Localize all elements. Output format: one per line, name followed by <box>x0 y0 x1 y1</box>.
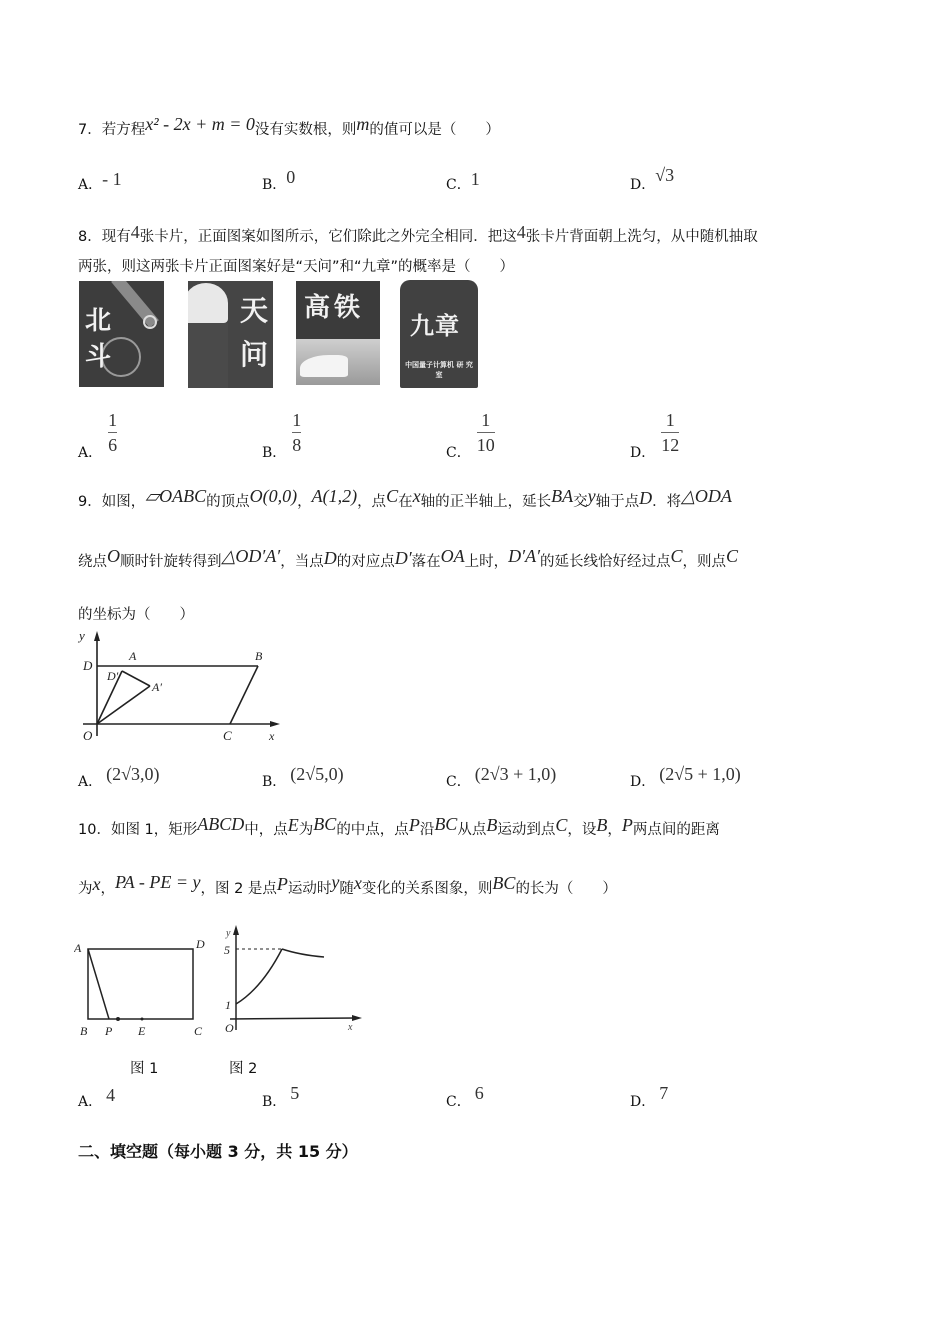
q10-option-d[interactable]: D． 7 <box>630 1083 669 1110</box>
y-axis-arrow-icon <box>94 631 100 641</box>
question-10-line2: 为x，PA - PE = y，图 2 是点P运动时y随x变化的关系图象，则BC的长为（ ） <box>78 872 617 897</box>
label-x: x <box>269 729 275 742</box>
card-title: 九章 <box>410 312 460 340</box>
label-A: A <box>129 649 137 663</box>
q10-figure-2 <box>222 922 367 1037</box>
label-B: B <box>80 1024 88 1038</box>
label-A-prime: A′ <box>152 680 162 694</box>
label-E: E <box>138 1024 146 1038</box>
question-8-line1: 8．现有4张卡片，正面图案如图所示，它们除此之外完全相同．把这4张卡片背面朝上洗匀，从中随机抽取 <box>78 222 758 245</box>
train-icon <box>300 355 348 377</box>
point-E-marker <box>141 1018 144 1021</box>
q10-figure-1 <box>74 932 214 1042</box>
label-A: A <box>74 941 82 955</box>
question-7: 7．若方程x² - 2x + m = 0没有实数根，则m的值可以是（ ） <box>78 114 500 138</box>
question-10-line1: 10．如图 1，矩形ABCD中，点E为BC的中点，点P沿BC从点B运动到点C，设B，P两点间的距离 <box>78 814 720 838</box>
question-9-line2: 绕点O顺时针旋转得到△OD′A′，当点D的对应点D′落在OA上时，D′A′的延长线恰好经过点C，则点C <box>78 546 739 570</box>
question-8-line2: 两张，则这两张卡片正面图案好是“天问”和“九章”的概率是（ ） <box>78 259 515 275</box>
question-9-line3: 的坐标为（ ） <box>78 607 194 623</box>
q7-option-c[interactable]: C．1 <box>446 169 480 193</box>
label-D: D <box>83 658 93 673</box>
label-C: C <box>194 1024 203 1038</box>
x-axis-arrow-icon <box>270 721 280 727</box>
card-title: 北斗 <box>85 306 112 372</box>
label-y: y <box>79 628 85 643</box>
label-O: O <box>225 1021 234 1035</box>
q9-option-d[interactable]: D． (2√5 + 1,0) <box>630 764 741 790</box>
y-axis-arrow-icon <box>233 925 239 935</box>
label-C: C <box>223 728 232 742</box>
card-beidou <box>79 281 164 387</box>
q9-figure <box>75 628 285 742</box>
card-gaotie <box>296 281 380 385</box>
card-tianwen <box>188 281 273 388</box>
q7-option-d[interactable]: D．√3 <box>630 165 675 193</box>
figure-1-caption: 图 1 <box>130 1061 159 1077</box>
label-O: O <box>83 728 93 742</box>
question-9-line1: 9．如图，▱OABC的顶点O(0,0)，A(1,2)，点C在x轴的正半轴上，延长BA交y轴于点D．将△ODA <box>78 486 732 510</box>
figure-2-caption: 图 2 <box>229 1061 258 1077</box>
q10-option-b[interactable]: B． 5 <box>262 1083 300 1110</box>
card-title: 高铁 <box>304 293 365 323</box>
card-caption: 中国量子计算机 研 究 室 <box>405 361 473 379</box>
label-D-prime: D′ <box>107 669 119 683</box>
q8-option-b[interactable]: B． $\frac{1}{8}$ <box>262 410 302 461</box>
x-axis-arrow-icon <box>352 1015 362 1021</box>
q10-option-a[interactable]: A． 4 <box>78 1085 116 1110</box>
q8-option-d[interactable]: D． $\frac{1}{12}$ <box>630 410 680 461</box>
q10-option-c[interactable]: C． 6 <box>446 1083 484 1110</box>
label-P: P <box>105 1024 113 1038</box>
card-jiuzhang <box>400 280 478 388</box>
label-1: 1 <box>225 998 231 1012</box>
label-x: x <box>348 1022 353 1033</box>
ring-icon <box>143 315 157 329</box>
card-title: 天问 <box>240 294 269 371</box>
point-P-marker <box>116 1017 120 1021</box>
q7-option-b[interactable]: B．0 <box>262 167 296 193</box>
label-5: 5 <box>224 943 230 957</box>
label-D: D <box>196 937 205 951</box>
q7-number: 7． <box>78 122 102 138</box>
section-2-heading: 二、填空题（每小题 3 分，共 15 分） <box>78 1142 358 1161</box>
q7-equation: x² - 2x + m = 0 <box>145 114 255 134</box>
q8-option-a[interactable]: A． $\frac{1}{6}$ <box>78 410 118 461</box>
planet-icon <box>188 283 228 323</box>
card-panel <box>188 323 228 388</box>
q7-option-a[interactable]: A．- 1 <box>78 169 122 193</box>
label-y: y <box>226 928 231 939</box>
q9-option-c[interactable]: C． (2√3 + 1,0) <box>446 764 557 790</box>
q9-option-b[interactable]: B． (2√5,0) <box>262 764 344 790</box>
q9-option-a[interactable]: A． (2√3,0) <box>78 764 160 790</box>
q8-option-c[interactable]: C． $\frac{1}{10}$ <box>446 410 495 461</box>
label-B: B <box>255 649 263 663</box>
